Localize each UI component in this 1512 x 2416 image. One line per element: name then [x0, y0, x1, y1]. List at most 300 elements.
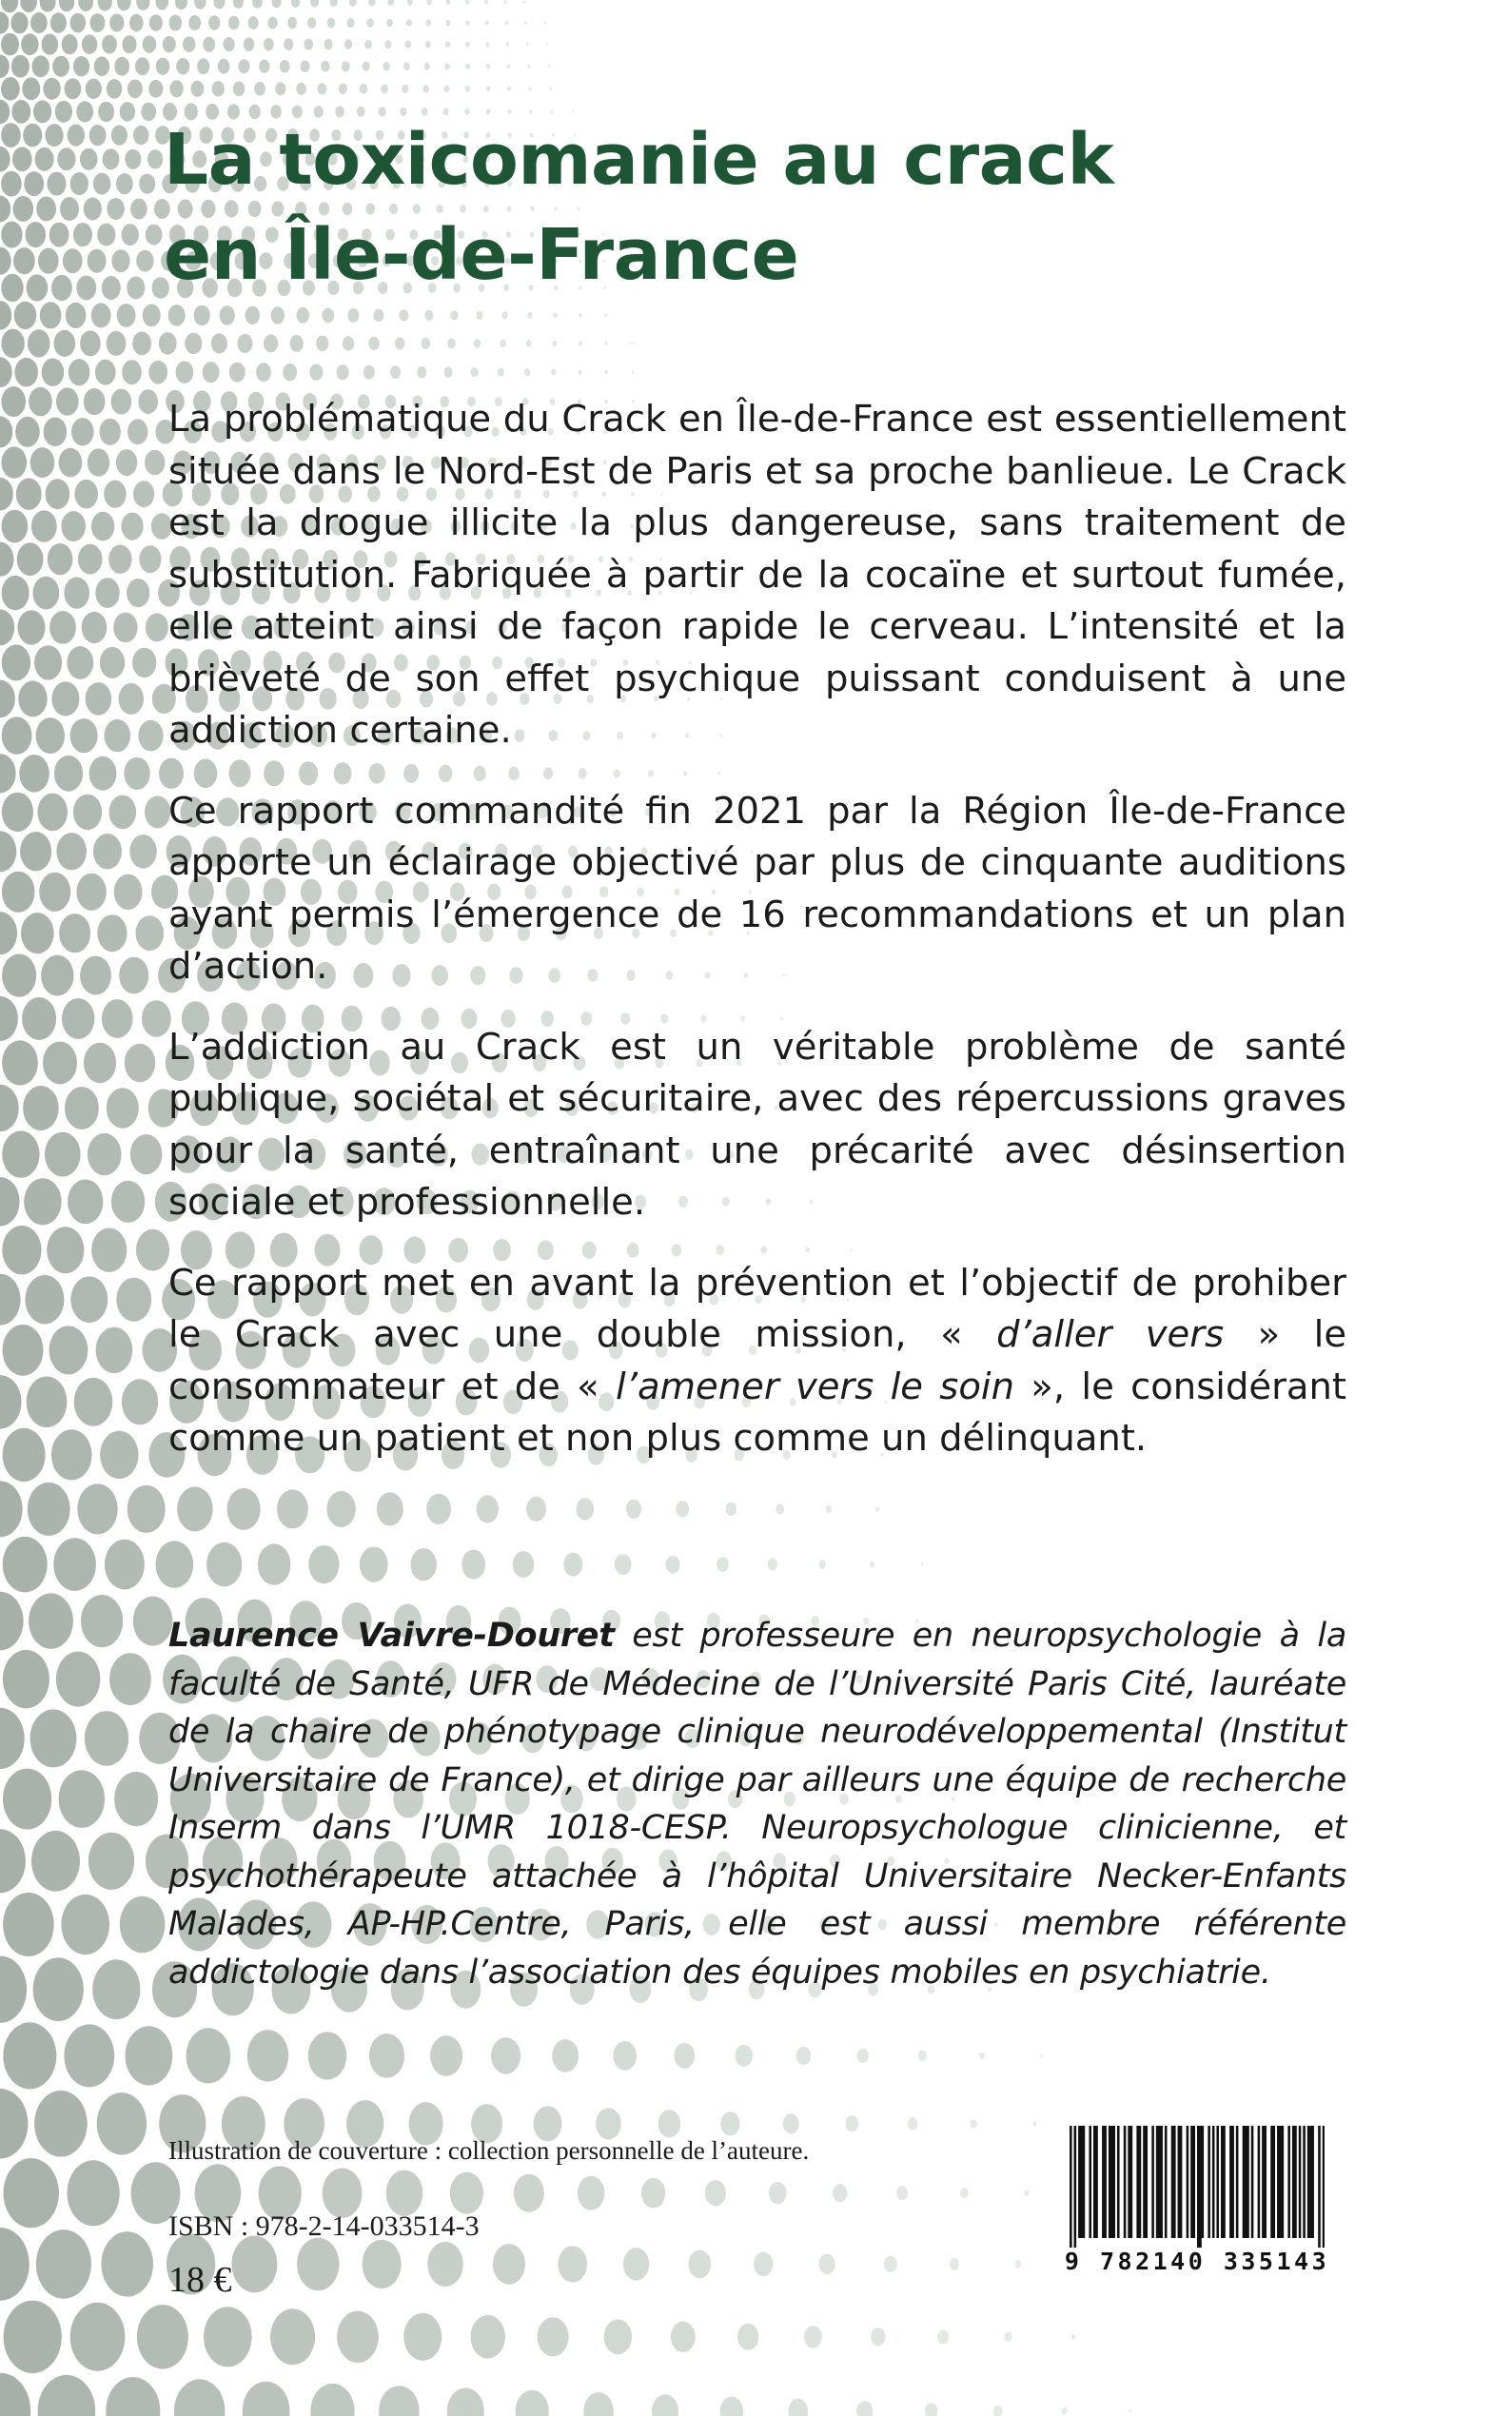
halftone-dot	[0, 1592, 24, 1651]
halftone-dot	[342, 61, 350, 71]
halftone-dot	[62, 998, 94, 1039]
halftone-dot	[70, 172, 88, 195]
halftone-dot	[127, 277, 145, 300]
halftone-dot	[553, 313, 558, 319]
halftone-dot	[14, 302, 37, 329]
barcode-bar	[1245, 2126, 1247, 2238]
halftone-dot	[0, 196, 10, 223]
halftone-dot	[527, 65, 530, 69]
halftone-dot	[304, 39, 313, 50]
halftone-dot	[363, 2240, 402, 2288]
halftone-dot	[93, 173, 110, 195]
halftone-dot	[424, 310, 433, 321]
halftone-dot	[1, 274, 23, 302]
halftone-dot	[52, 56, 69, 77]
halftone-dot	[407, 0, 413, 6]
halftone-dot	[417, 366, 426, 379]
halftone-dot	[49, 611, 76, 644]
halftone-dot	[136, 915, 165, 951]
halftone-dot	[80, 148, 97, 170]
barcode-bar	[1156, 2126, 1159, 2238]
halftone-dot	[233, 82, 245, 97]
halftone-dot	[549, 88, 552, 90]
halftone-dot	[88, 448, 109, 476]
halftone-dot	[272, 0, 282, 8]
halftone-dot	[136, 250, 153, 272]
halftone-dot	[323, 308, 335, 324]
halftone-dot	[21, 33, 38, 55]
halftone-dot	[3, 2022, 56, 2089]
halftone-dot	[120, 102, 135, 122]
halftone-dot	[50, 12, 67, 32]
barcode-bar	[1143, 2126, 1146, 2238]
halftone-dot	[105, 719, 131, 752]
halftone-dot	[430, 2035, 462, 2076]
halftone-dot	[34, 2091, 88, 2157]
halftone-dot	[208, 15, 220, 29]
halftone-dot	[218, 59, 230, 74]
halftone-dot	[388, 0, 395, 6]
halftone-dot	[203, 37, 215, 52]
title-line-1: La toxicomanie au crack	[164, 119, 1114, 201]
halftone-dot	[0, 2089, 28, 2159]
halftone-dot	[15, 417, 40, 447]
halftone-dot	[73, 795, 102, 831]
halftone-dot	[0, 754, 16, 793]
halftone-dot	[146, 225, 163, 246]
halftone-dot	[307, 17, 316, 29]
halftone-dot	[70, 1276, 108, 1323]
halftone-dot	[476, 311, 482, 320]
halftone-dot	[339, 84, 347, 94]
barcode-bar	[1199, 2126, 1202, 2248]
halftone-dot	[524, 21, 527, 24]
halftone-dot	[243, 2382, 290, 2416]
halftone-dot	[671, 2322, 696, 2352]
halftone-dot	[406, 19, 412, 27]
halftone-dot	[583, 2392, 614, 2416]
barcode-bar	[1151, 2126, 1154, 2238]
halftone-dot	[92, 1959, 140, 2019]
halftone-dot	[148, 361, 167, 384]
barcode-bar	[1173, 2126, 1176, 2238]
halftone-dot	[54, 330, 76, 357]
halftone-dot	[768, 1559, 777, 1571]
halftone-dot	[33, 577, 60, 610]
halftone-dot	[486, 87, 491, 92]
halftone-dot	[445, 41, 450, 48]
halftone-dot	[0, 147, 10, 172]
halftone-dot	[1, 171, 22, 197]
halftone-dot	[526, 340, 532, 346]
halftone-dot	[117, 304, 136, 327]
halftone-dot	[203, 362, 220, 383]
halftone-dot	[330, 0, 338, 7]
halftone-dot	[104, 481, 126, 508]
halftone-dot	[2, 954, 36, 997]
halftone-dot	[11, 100, 30, 124]
halftone-dot	[1, 0, 18, 12]
halftone-dot	[24, 171, 44, 196]
halftone-dot	[46, 479, 70, 509]
halftone-dot	[1, 222, 22, 248]
halftone-dot	[2, 510, 29, 543]
halftone-dot	[344, 39, 352, 49]
halftone-dot	[37, 794, 68, 832]
halftone-dot	[390, 365, 401, 379]
barcode-bar	[1231, 2126, 1234, 2238]
halftone-dot	[60, 197, 79, 221]
halftone-dot	[2, 1040, 38, 1085]
halftone-dot	[117, 0, 131, 10]
halftone-dot	[44, 418, 68, 447]
halftone-dot	[88, 1133, 122, 1175]
halftone-dot	[74, 480, 98, 509]
summary-paragraph-4	[168, 1258, 1346, 1465]
halftone-dot	[422, 338, 431, 349]
p4-quote-2: l’amener vers le soin	[616, 1365, 1014, 1408]
halftone-dot	[34, 645, 62, 679]
halftone-dot	[4, 2301, 62, 2373]
halftone-dot	[360, 84, 367, 94]
halftone-dot	[122, 35, 136, 53]
halftone-dot	[444, 86, 450, 92]
halftone-dot	[122, 224, 139, 246]
barcode-bar	[1251, 2126, 1254, 2238]
halftone-dot	[57, 147, 75, 170]
halftone-dot	[36, 197, 56, 222]
halftone-dot	[2, 872, 35, 913]
halftone-dot	[689, 2250, 712, 2279]
halftone-dot	[122, 360, 142, 384]
halftone-dot	[24, 1178, 61, 1225]
halftone-dot	[491, 2037, 520, 2074]
halftone-dot	[528, 87, 531, 90]
halftone-dot	[318, 83, 327, 94]
halftone-dot	[623, 2248, 649, 2280]
halftone-dot	[232, 2236, 278, 2293]
halftone-dot	[80, 330, 101, 356]
halftone-dot	[0, 1708, 25, 1769]
halftone-dot	[149, 14, 163, 31]
halftone-dot	[133, 481, 154, 507]
halftone-dot	[100, 647, 125, 678]
halftone-dot	[41, 955, 73, 996]
halftone-dot	[271, 306, 285, 324]
halftone-dot	[310, 2384, 354, 2416]
halftone-dot	[783, 2113, 799, 2133]
halftone-dot	[399, 309, 408, 321]
halftone-dot	[64, 2024, 114, 2087]
halftone-dot	[59, 448, 83, 478]
halftone-dot	[290, 335, 304, 352]
halftone-dot	[2, 1131, 39, 1178]
halftone-dot	[90, 13, 106, 32]
halftone-dot	[27, 274, 49, 301]
halftone-dot	[310, 0, 319, 8]
barcode-bar	[1292, 2126, 1295, 2238]
barcode-bar	[1299, 2126, 1302, 2238]
halftone-dot	[666, 1556, 680, 1574]
barcode-bar	[1216, 2126, 1219, 2238]
halftone-dot	[45, 1132, 81, 1177]
halftone-dot	[484, 0, 488, 4]
halftone-dot	[579, 341, 582, 345]
halftone-dot	[971, 2119, 977, 2128]
halftone-dot	[66, 303, 87, 328]
halftone-dot	[116, 1278, 151, 1322]
halftone-dot	[364, 40, 372, 49]
halftone-dot	[450, 2172, 483, 2214]
halftone-dot	[422, 85, 429, 92]
halftone-dot	[61, 1895, 109, 1954]
halftone-dot	[68, 2160, 120, 2226]
halftone-dot	[130, 199, 147, 220]
barcode-bar	[1124, 2126, 1127, 2238]
halftone-dot	[91, 303, 111, 327]
halftone-dot	[64, 577, 89, 608]
halftone-dot	[0, 1085, 19, 1131]
halftone-dot	[119, 683, 144, 715]
halftone-dot	[138, 389, 158, 414]
halftone-dot	[76, 276, 96, 301]
halftone-dot	[551, 369, 556, 376]
halftone-dot	[19, 755, 49, 793]
halftone-dot	[514, 2174, 544, 2212]
halftone-dot	[386, 2170, 423, 2216]
halftone-dot	[55, 101, 72, 123]
author-bio	[168, 1612, 1346, 1996]
halftone-dot	[77, 1483, 117, 1534]
illustration-credit: Illustration de couverture : collection personnelle de l’auteure.	[168, 2136, 810, 2165]
barcode-bar	[1070, 2126, 1072, 2248]
halftone-dot	[845, 2115, 858, 2131]
barcode-bar	[1110, 2126, 1113, 2238]
halftone-dot	[427, 2242, 463, 2287]
halftone-dot	[43, 78, 60, 100]
halftone-dot	[128, 79, 143, 98]
halftone-dot	[486, 64, 490, 69]
halftone-dot	[98, 0, 112, 11]
halftone-dot	[194, 0, 206, 10]
halftone-dot	[97, 224, 115, 246]
halftone-dot	[337, 364, 349, 380]
halftone-dot	[48, 543, 73, 575]
barcode-bar	[1307, 2126, 1310, 2238]
barcode	[1054, 2122, 1340, 2303]
title-line-2: en Île-de-France	[164, 214, 799, 296]
halftone-dot	[1, 33, 19, 56]
barcode-bar	[1165, 2126, 1168, 2238]
barcode-digits: 9 782140 335143	[1064, 2248, 1330, 2275]
halftone-dot	[579, 313, 582, 318]
halftone-dot	[632, 371, 634, 374]
halftone-dot	[128, 419, 147, 444]
halftone-dot	[247, 2030, 288, 2081]
halftone-dot	[921, 1562, 924, 1565]
halftone-dot	[127, 579, 149, 607]
halftone-dot	[501, 311, 507, 319]
halftone-dot	[368, 337, 379, 350]
halftone-dot	[465, 64, 470, 69]
halftone-dot	[136, 1229, 169, 1271]
halftone-dot	[21, 913, 54, 953]
halftone-dot	[471, 2315, 505, 2359]
price: 18 €	[168, 2260, 232, 2300]
halftone-dot	[176, 362, 194, 383]
halftone-dot	[84, 1043, 116, 1084]
halftone-dot	[280, 60, 290, 72]
halftone-dot	[3, 1325, 44, 1376]
halftone-dot	[513, 1551, 534, 1578]
halftone-dot	[56, 833, 87, 870]
halftone-dot	[125, 149, 141, 169]
halftone-dot	[3, 1650, 49, 1708]
halftone-dot	[826, 1505, 833, 1513]
halftone-dot	[54, 756, 83, 792]
halftone-dot	[424, 63, 430, 70]
halftone-dot	[22, 997, 56, 1040]
halftone-dot	[477, 1495, 499, 1522]
halftone-dot	[98, 102, 114, 122]
halftone-dot	[446, 0, 451, 5]
halftone-dot	[578, 2176, 605, 2210]
halftone-dot	[493, 2244, 525, 2285]
halftone-dot	[169, 80, 183, 97]
halftone-dot	[82, 612, 108, 643]
barcode-bar	[1309, 2126, 1312, 2238]
halftone-dot	[857, 2049, 869, 2063]
halftone-dot	[114, 57, 129, 76]
halftone-dot	[137, 2305, 188, 2369]
halftone-dot	[818, 1560, 826, 1569]
halftone-dot	[736, 2045, 753, 2067]
halftone-dot	[548, 65, 550, 68]
halftone-dot	[259, 60, 269, 73]
halftone-dot	[296, 83, 305, 95]
halftone-dot	[61, 511, 86, 541]
barcode-bar	[1190, 2126, 1193, 2238]
halftone-dot	[500, 340, 506, 347]
halftone-dot	[1005, 2332, 1012, 2342]
barcode-bar	[1104, 2126, 1107, 2238]
halftone-dot	[544, 22, 546, 25]
halftone-dot	[411, 1548, 437, 1581]
barcode-bar	[1282, 2126, 1285, 2238]
halftone-dot	[0, 1375, 22, 1428]
barcode-bar	[1279, 2126, 1282, 2238]
barcode-bar	[1139, 2126, 1142, 2238]
halftone-dot	[403, 2313, 442, 2361]
halftone-dot	[395, 337, 404, 349]
halftone-dot	[819, 2254, 835, 2274]
halftone-dot	[109, 796, 137, 830]
halftone-dot	[185, 333, 202, 354]
halftone-dot	[833, 2184, 847, 2202]
halftone-dot	[256, 363, 271, 382]
halftone-dot	[95, 578, 119, 608]
halftone-dot	[51, 1429, 92, 1480]
halftone-dot	[871, 2328, 885, 2346]
halftone-dot	[35, 147, 54, 171]
halftone-dot	[80, 956, 111, 995]
halftone-dot	[471, 367, 479, 377]
halftone-dot	[145, 796, 170, 828]
halftone-dot	[527, 312, 532, 319]
halftone-dot	[125, 1044, 155, 1082]
halftone-dot	[465, 86, 470, 91]
halftone-dot	[74, 1378, 113, 1426]
halftone-dot	[107, 79, 122, 99]
halftone-dot	[20, 0, 37, 12]
halftone-dot	[979, 2053, 985, 2059]
halftone-dot	[277, 1489, 308, 1528]
halftone-dot	[244, 37, 255, 50]
halftone-dot	[68, 125, 85, 147]
halftone-dot	[675, 2043, 696, 2069]
halftone-dot	[91, 1228, 127, 1272]
halftone-dot	[43, 1042, 77, 1085]
halftone-dot	[523, 0, 526, 3]
halftone-dot	[18, 680, 47, 717]
halftone-dot	[403, 62, 410, 70]
halftone-dot	[85, 1711, 128, 1766]
barcode-bar	[1318, 2126, 1321, 2248]
halftone-dot	[366, 18, 373, 27]
barcode-bar	[1160, 2126, 1163, 2238]
halftone-dot	[39, 873, 70, 912]
halftone-dot	[23, 1086, 59, 1130]
barcode-bar	[1158, 2126, 1161, 2238]
halftone-dot	[505, 21, 508, 25]
halftone-dot	[116, 173, 133, 194]
barcode-bar	[1270, 2126, 1273, 2238]
halftone-dot	[70, 13, 86, 33]
halftone-dot	[327, 18, 336, 29]
halftone-dot	[31, 1831, 80, 1892]
halftone-dot	[76, 874, 106, 911]
halftone-dot	[49, 1326, 88, 1374]
halftone-dot	[142, 1000, 171, 1037]
barcode-bar	[1247, 2126, 1249, 2238]
halftone-dot	[30, 1709, 77, 1767]
halftone-dot	[384, 40, 391, 49]
halftone-dot	[287, 17, 297, 29]
halftone-dot	[405, 41, 412, 49]
halftone-dot	[524, 368, 530, 376]
halftone-dot	[71, 418, 94, 445]
halftone-dot	[426, 1494, 451, 1524]
halftone-dot	[3, 1893, 54, 1956]
halftone-dot	[363, 365, 375, 380]
barcode-bars	[1070, 2126, 1325, 2248]
p4-text-b: » le consommateur et de «	[168, 1313, 1347, 1408]
halftone-dot	[59, 1770, 105, 1828]
halftone-dot	[174, 2379, 225, 2416]
halftone-dot	[604, 2319, 632, 2354]
halftone-dot	[717, 1557, 729, 1572]
barcode-bar	[1287, 2126, 1290, 2238]
halftone-dot	[29, 1593, 73, 1648]
book-title	[164, 112, 1401, 303]
halftone-dot	[1024, 2190, 1029, 2196]
halftone-dot	[105, 1540, 145, 1590]
halftone-dot	[107, 331, 127, 356]
halftone-dot	[129, 835, 156, 869]
halftone-dot	[31, 510, 57, 541]
barcode-bar	[1130, 2126, 1133, 2238]
halftone-dot	[283, 363, 297, 382]
